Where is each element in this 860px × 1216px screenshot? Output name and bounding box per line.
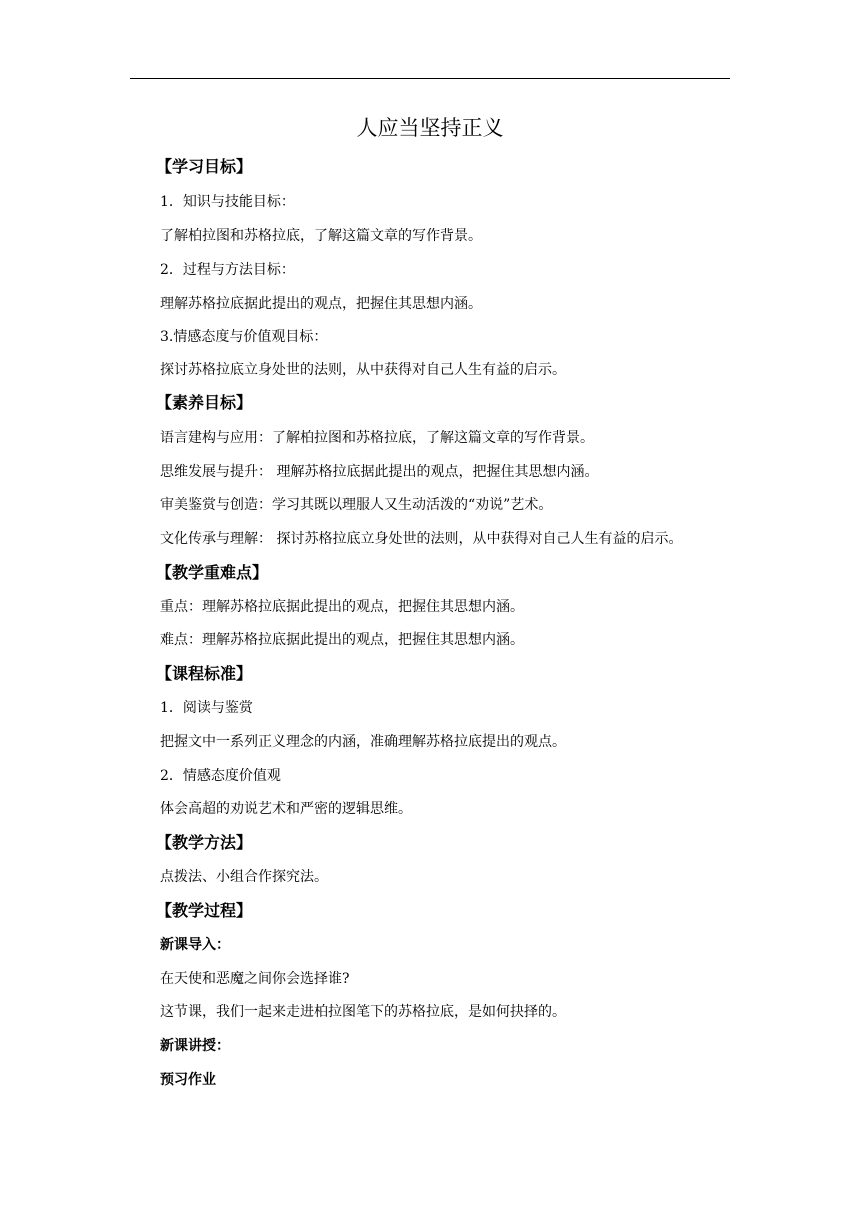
literacy-goal-line: 语言建构与应用：了解柏拉图和苏格拉底，了解这篇文章的写作背景。 bbox=[160, 430, 594, 446]
section-heading-teaching-methods: 【教学方法】 bbox=[156, 833, 253, 852]
key-point-line: 重点：理解苏格拉底据此提出的观点，把握住其思想内涵。 bbox=[160, 599, 524, 615]
teaching-method-line: 点拨法、小组合作探究法。 bbox=[160, 869, 328, 885]
curriculum-line: 把握文中一系列正义理念的内涵，准确理解苏格拉底提出的观点。 bbox=[160, 734, 566, 750]
section-heading-learning-goals: 【学习目标】 bbox=[156, 157, 253, 176]
learning-goal-line: 了解柏拉图和苏格拉底，了解这篇文章的写作背景。 bbox=[160, 228, 482, 244]
curriculum-line: 体会高超的劝说艺术和严密的逻辑思维。 bbox=[160, 801, 412, 817]
preview-label: 预习作业 bbox=[160, 1072, 216, 1088]
literacy-goal-line: 文化传承与理解： 探讨苏格拉底立身处世的法则，从中获得对自己人生有益的启示。 bbox=[160, 531, 683, 547]
section-heading-curriculum-standard: 【课程标准】 bbox=[156, 664, 253, 683]
intro-line: 在天使和恶魔之间你会选择谁? bbox=[160, 971, 350, 987]
literacy-goal-line: 思维发展与提升： 理解苏格拉底据此提出的观点，把握住其思想内涵。 bbox=[160, 464, 599, 480]
curriculum-line: 1．阅读与鉴赏 bbox=[160, 700, 253, 716]
intro-label: 新课导入： bbox=[160, 937, 230, 953]
learning-goal-line: 探讨苏格拉底立身处世的法则，从中获得对自己人生有益的启示。 bbox=[160, 362, 566, 378]
section-heading-literacy-goals: 【素养目标】 bbox=[156, 393, 253, 412]
key-point-line: 难点：理解苏格拉底据此提出的观点，把握住其思想内涵。 bbox=[160, 632, 524, 648]
learning-goal-line: 1．知识与技能目标： bbox=[160, 194, 295, 210]
header-rule bbox=[130, 78, 730, 79]
learning-goal-line: 2．过程与方法目标： bbox=[160, 262, 295, 278]
section-heading-teaching-process: 【教学过程】 bbox=[156, 901, 253, 920]
literacy-goal-line: 审美鉴赏与创造：学习其既以理服人又生动活泼的“劝说”艺术。 bbox=[160, 497, 553, 513]
curriculum-line: 2．情感态度价值观 bbox=[160, 768, 281, 784]
section-heading-key-points: 【教学重难点】 bbox=[156, 563, 269, 582]
document-title: 人应当坚持正义 bbox=[356, 116, 504, 140]
intro-line: 这节课，我们一起来走进柏拉图笔下的苏格拉底，是如何抉择的。 bbox=[160, 1004, 566, 1020]
learning-goal-line: 理解苏格拉底据此提出的观点，把握住其思想内涵。 bbox=[160, 296, 482, 312]
lecture-label: 新课讲授： bbox=[160, 1038, 230, 1054]
learning-goal-line: 3.情感态度与价值观目标： bbox=[160, 329, 328, 345]
